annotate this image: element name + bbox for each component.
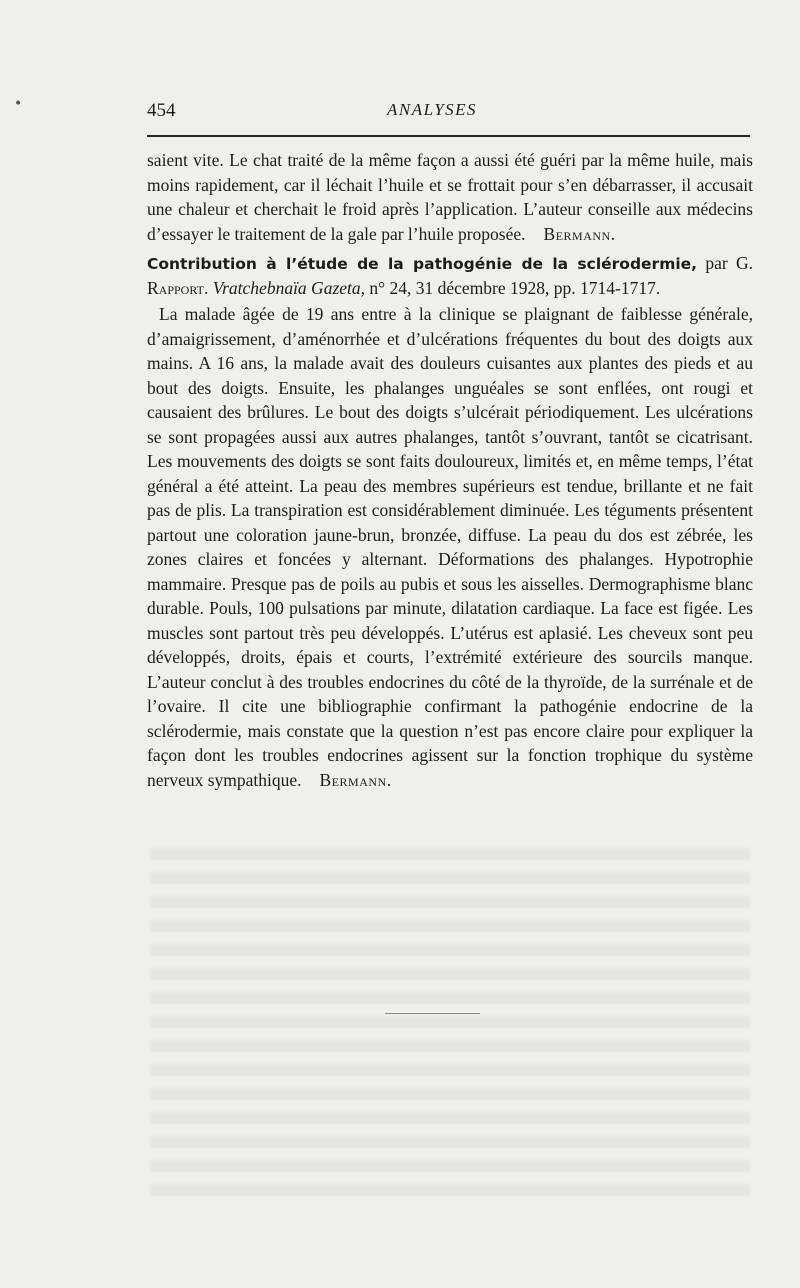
header-rule [147,135,750,137]
page-header [147,96,750,132]
article-author: G. Rapport. [147,253,754,298]
margin-dot: • [14,96,23,112]
article-body-text: La malade âgée de 19 ans entre à la clinique se plaignant de faiblesse générale, d’amaigrissement, d’aménorrhée et d’ulcérations fréquentes du bout des doigts aux mains. A 16 ans, la malade avait des douleurs cuisantes aux plantes des pieds et au bout des doigts. Ensuite, les phalanges unguéales se sont enflées, ont rougi et causaient des brûlures. Le bout des doigts s’ulcérait périodiquement. Les ulcérations se sont propagées aussi aux autres phalanges, tantôt s’ouvrant, tantôt se cicatrisant. Les mouvements des doigts se sont faits douloureux, limités et, en même temps, l’état général a été atteint. La peau des membres supérieurs est tendue, brillante et ne fait pas de plis. La transpiration est considérablement diminuée. Les téguments présentent partout une coloration jaune-brun, bronzée, diffuse. La peau du dos est zébrée, les zones claires et foncées y alternant. Déformations des phalanges. Hypotrophie mammaire. Presque pas de poils au pubis et sous les aisselles. Dermographisme blanc durable. Pouls, 100 pulsations par minute, dilatation cardiaque. La face est figée. Les muscles sont partout très peu développés. L’utérus est aplasié. Les cheveux sont peu développés, droits, épais et courts, l’extrémité extérieure des sourcils manque. L’auteur conclut à des troubles endocrines du côté de la thyroïde, de la surrénale et de l’ovaire. Il cite une bibliographie confirmant la pathogénie endocrine de la sclérodermie, mais constate que la question n’est pas encore claire pour expliquer la façon dont les troubles endocrines agissent sur la fonction trophique du système nerveux sympathique. [147,304,753,790]
running-head: ANALYSES [387,100,478,119]
continued-paragraph [147,148,753,246]
page-number: 454 [147,100,176,121]
article-heading [147,251,753,300]
main-text [147,148,753,792]
end-rule [385,1013,480,1014]
article-by: par [705,253,728,273]
article-journal: Vratchebnaïa Gazeta, [212,278,366,298]
article-title: Contribution à l’étude de la pathogénie de la sclérodermie, [147,255,698,273]
article-body [147,302,753,792]
show-through-texture [150,848,750,1208]
continued-paragraph-signature: Bermann. [543,223,616,244]
article-signature: Bermann. [319,769,392,790]
continued-paragraph-text: saient vite. Le chat traité de la même façon a aussi été guéri par la même huile, mais moins rapidement, car il léchait l’huile et se frottait pour s’en débarrasser, il accusait une chaleur et cherchait le froid après l’application. L’auteur conseille aux médecins d’essayer le traitement de la gale par l’huile proposée. [147,150,753,244]
article-citation: n° 24, 31 décembre 1928, pp. 1714-1717. [369,278,661,298]
